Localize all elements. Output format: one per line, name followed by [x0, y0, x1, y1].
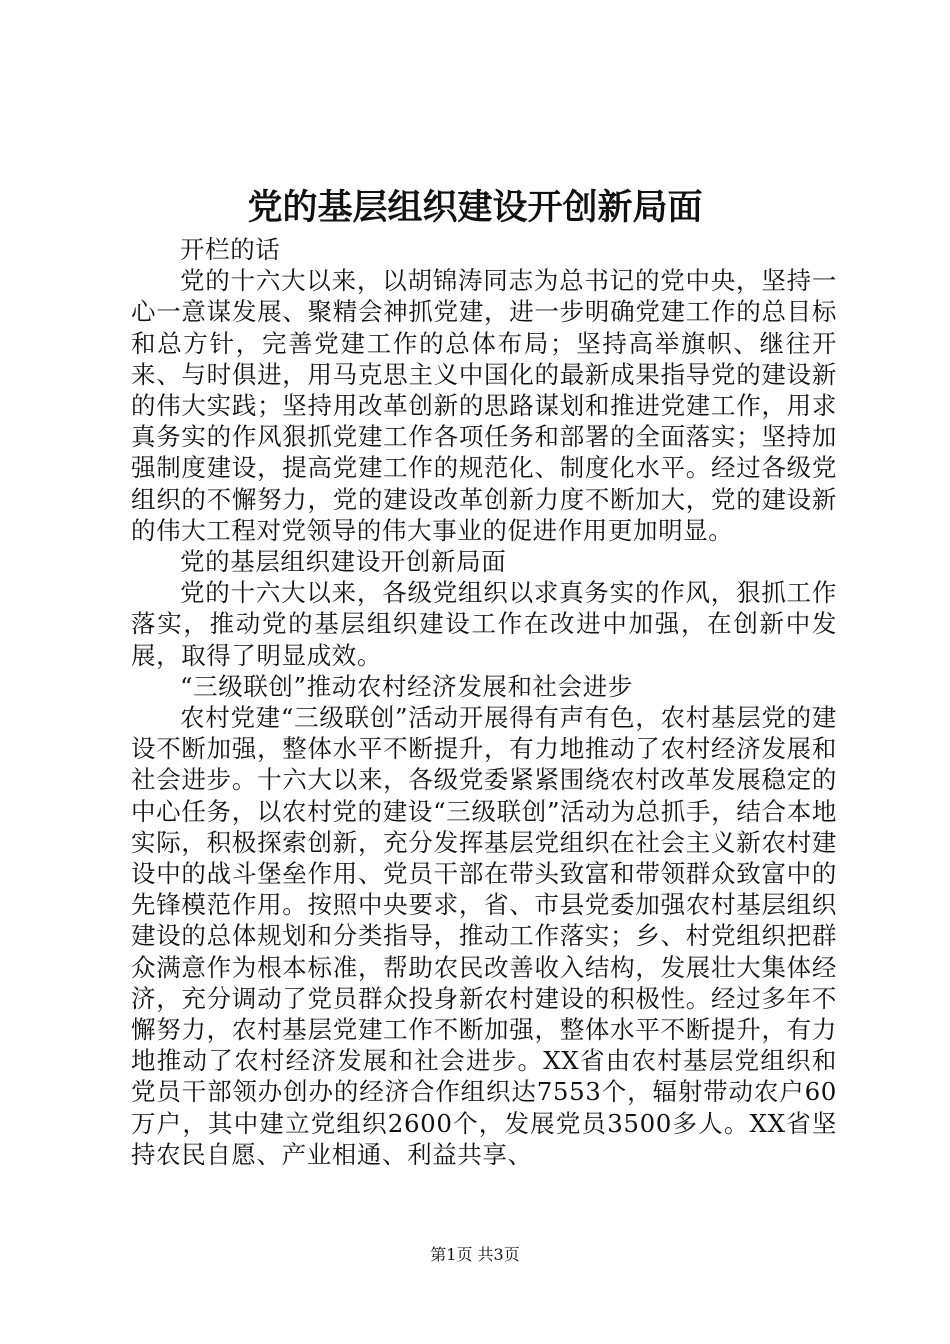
- section-heading-column-intro: 开栏的话: [180, 235, 281, 264]
- page-footer: 第1页 共3页: [430, 1245, 520, 1264]
- section-heading: 党的基层组织建设开创新局面: [180, 547, 507, 577]
- paragraph: 党的十六大以来，以胡锦涛同志为总书记的党中央，坚持一心一意谋发展、聚精会神抓党建，进一步明确党建工作的总目标和总方针，完善党建工作的总体布局；坚持高举旗帜、继往开来、与时俱进，用马克思主义中国化的最新成果指导党的建设新的伟大实践；坚持用改革创新的思路谋划和推进党建工作，用求真务实的作风狠抓党建工作各项任务和部署的全面落实；坚持加强制度建设，提高党建工作的规范化、制度化水平。经过各级党组织的不懈努力，党的建设改革创新力度不断加大，党的建设新的伟大工程对党领导的伟大事业的促进作用更加明显。: [131, 266, 837, 545]
- paragraph: 党的十六大以来，各级党组织以求真务实的作风，狠抓工作落实，推动党的基层组织建设工作在改进中加强，在创新中发展，取得了明显成效。: [131, 578, 837, 670]
- document-title: 党的基层组织建设开创新局面: [247, 187, 703, 228]
- paragraph: 农村党建“三级联创”活动开展得有声有色，农村基层党的建设不断加强，整体水平不断提升，有力地推动了农村经济发展和社会进步。十六大以来，各级党委紧紧围绕农村改革发展稳定的中心任务，以农村党的建设“三级联创”活动为总抓手，结合本地实际，积极探索创新，充分发挥基层党组织在社会主义新农村建设中的战斗堡垒作用、党员干部在带头致富和带领群众致富中的先锋模范作用。按照中央要求，省、市县党委加强农村基层组织建设的总体规划和分类指导，推动工作落实；乡、村党组织把群众满意作为根本标准，帮助农民改善收入结构，发展壮大集体经济，充分调动了党员群众投身新农村建设的积极性。经过多年不懈努力，农村基层党建工作不断加强，整体水平不断提升，有力地推动了农村经济发展和社会进步。XX省由农村基层党组织和党员干部领办创办的经济合作组织达7553个，辐射带动农户60万户，其中建立党组织2600个，发展党员3500多人。XX省坚持农民自愿、产业相通、利益共享、: [131, 703, 837, 1169]
- document-body: [131, 234, 837, 1170]
- section-heading: “三级联创”推动农村经济发展和社会进步: [180, 671, 633, 701]
